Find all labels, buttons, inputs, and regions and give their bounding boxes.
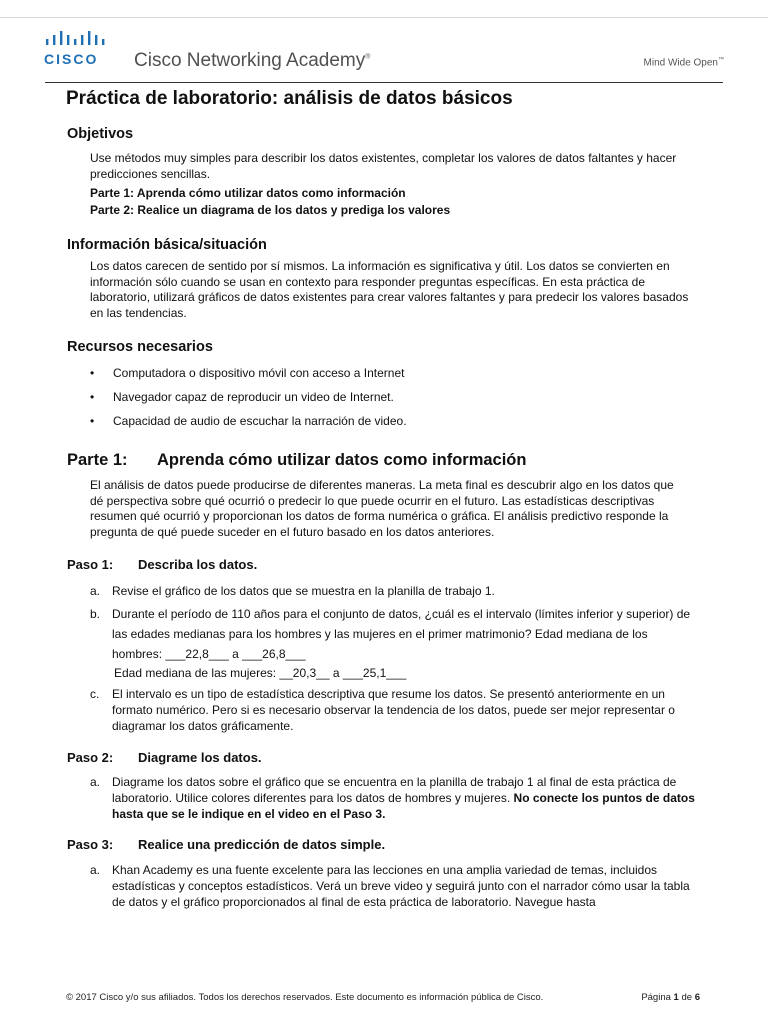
parte1-text: El análisis de datos puede producirse de diferentes maneras. La meta final es descubrir algo en los datos que dé perspectiva sobre qué ocurrió o predecir lo que puede ocurrir en el futuro. Las estadísticas descriptivas resumen qué ocurrió y proporcionan los datos de forma numérica o gráfica. El análisis predictivo responde la pregunta de qué puede suceder en el futuro basado en los datos anteriores.	[90, 478, 674, 539]
men-high-answer: ___26,8___	[242, 647, 306, 661]
objetivos-parte1: Parte 1: Aprenda cómo utilizar datos como información	[90, 186, 406, 200]
objetivos-parte2: Parte 2: Realice un diagrama de los datos y prediga los valores	[90, 203, 451, 217]
paso1-heading: Paso 1: Describa los datos.	[67, 557, 258, 572]
document-title: Práctica de laboratorio: análisis de datos básicos	[66, 88, 513, 109]
brand-name: Cisco Networking Academy®	[134, 50, 371, 71]
women-low-answer: __20,3__	[279, 666, 330, 680]
parte1-heading: Parte 1: Aprenda cómo utilizar datos como información	[67, 451, 527, 469]
tagline: Mind Wide Open™	[643, 57, 724, 69]
page-header	[44, 28, 724, 76]
header-rule	[45, 82, 723, 83]
page-number: Página 1 de 6	[641, 992, 700, 1003]
objetivos-heading: Objetivos	[67, 126, 134, 142]
page-footer	[66, 992, 700, 1003]
recursos-item: • Computadora o dispositivo móvil con acceso a Internet	[90, 366, 405, 380]
paso1-item-c: c. El intervalo es un tipo de estadística descriptiva que resume los datos. Se presentó anteriormente en un formato numérico. Pero si es necesario observar la tendencia de los datos, puede ser mejor representar o diagramar los datos gráficamente.	[90, 687, 675, 733]
recursos-item: • Navegador capaz de reproducir un video de Internet.	[90, 390, 394, 404]
copyright-text: © 2017 Cisco y/o sus afiliados. Todos los derechos reservados. Este documento es información pública de Cisco.	[66, 992, 544, 1003]
women-high-answer: ___25,1___	[342, 666, 407, 680]
recursos-heading: Recursos necesarios	[67, 339, 213, 355]
paso2-item-a: a. Diagrame los datos sobre el gráfico que se encuentra en la planilla de trabajo 1 al final de esta práctica de laboratorio. Utilice colores diferentes para los datos de hombres y mujeres. No conecte los puntos de datos hasta que se le indique en el video en el Paso 3.	[90, 775, 695, 821]
paso1-item-a: a. Revise el gráfico de los datos que se muestra en la planilla de trabajo 1.	[90, 584, 495, 598]
informacion-text: Los datos carecen de sentido por sí mismos. La información es significativa y útil. Los datos se convierten en información sólo cuando se usan en contexto para responder preguntas específicas. En esta práctica de laboratorio, utilizará gráficos de datos existentes para crear valores faltantes y para predecir los valores basados en las tendencias.	[90, 259, 689, 320]
paso3-item-a: a. Khan Academy es una fuente excelente para las lecciones en una amplia variedad de temas, incluidos estadísticas y conceptos estadísticos. Verá un breve video y seguirá junto con el narrador cómo usar la tabla de datos y el gráfico proporcionados al final de esta práctica de laboratorio. Navegue hasta	[90, 863, 690, 909]
cisco-logo-text: CISCO	[44, 51, 99, 67]
recursos-item: • Capacidad de audio de escuchar la narración de video.	[90, 414, 407, 428]
paso3-heading: Paso 3: Realice una predicción de datos simple.	[67, 837, 386, 852]
registered-mark: ®	[365, 53, 371, 61]
paso1-women-line: Edad mediana de las mujeres: __20,3__ a ___25,1___	[114, 666, 407, 680]
cisco-logo	[44, 28, 119, 68]
men-low-answer: ___22,8___	[165, 647, 229, 661]
top-frame-line	[0, 0, 768, 18]
paso1-item-b: b. Durante el período de 110 años para el conjunto de datos, ¿cuál es el intervalo (límites inferior y superior) de las edades medianas para los hombres y las mujeres en el primer matrimonio? Edad mediana de los hombres: ___22,8___ a ___26,8___	[90, 607, 691, 661]
trademark-mark: ™	[718, 57, 724, 63]
objetivos-text: Use métodos muy simples para describir los datos existentes, completar los valores de datos faltantes y hacer predicciones sencillas.	[90, 151, 677, 181]
informacion-heading: Información básica/situación	[67, 237, 267, 253]
paso2-heading: Paso 2: Diagrame los datos.	[67, 750, 262, 765]
